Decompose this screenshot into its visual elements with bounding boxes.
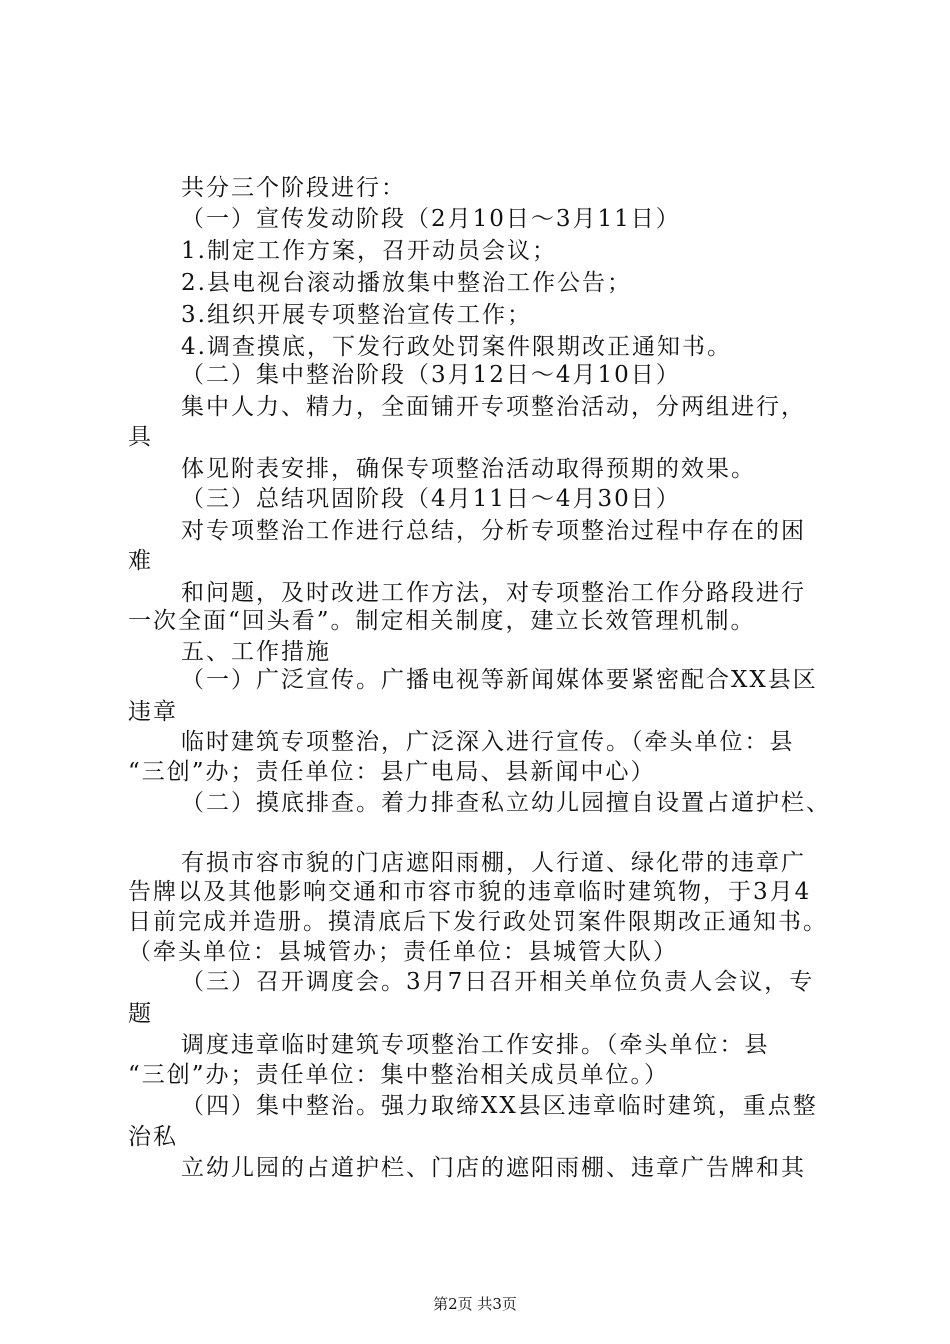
text-line: 调度违章临时建筑专项整治工作安排。（牵头单位：县 xyxy=(181,1032,770,1058)
text-line: “三创”办；责任单位：县广电局、县新闻中心） xyxy=(128,759,656,785)
page-number: 第2页 共3页 xyxy=(433,1295,517,1313)
text-line: “三创”办；责任单位：集中整治相关成员单位。） xyxy=(128,1062,670,1088)
text-line: （一）广泛宣传。广播电视等新闻媒体要紧密配合XX县区 xyxy=(181,667,818,693)
text-line: （三）召开调度会。3月7日召开相关单位负责人会议，专 xyxy=(181,969,815,995)
text-line: 共分三个阶段进行： xyxy=(181,175,406,201)
text-line: 违章 xyxy=(128,699,178,725)
text-line: 治私 xyxy=(128,1124,178,1150)
text-line: （二）摸底排查。着力排查私立幼儿园擅自设置占道护栏、 xyxy=(181,790,831,816)
text-line: （牵头单位：县城管办；责任单位：县城管大队） xyxy=(128,939,678,965)
text-line: 有损市容市貌的门店遮阳雨棚，人行道、绿化带的违章广 xyxy=(181,850,806,876)
section-heading: （二）集中整治阶段（3月12日～4月10日） xyxy=(181,362,681,388)
text-line: 一次全面“回头看”。制定相关制度，建立长效管理机制。 xyxy=(128,608,756,634)
text-line: 集中人力、精力，全面铺开专项整治活动，分两组进行， xyxy=(181,394,806,420)
text-line: 具 xyxy=(128,424,153,450)
text-line: 立幼儿园的占道护栏、门店的遮阳雨棚、违章广告牌和其 xyxy=(181,1155,806,1181)
text-line: 难 xyxy=(128,548,153,574)
list-item: 2.县电视台滚动播放集中整治工作公告； xyxy=(181,270,632,296)
text-line: 日前完成并造册。摸清底后下发行政处罚案件限期改正通知书。 xyxy=(128,909,828,935)
text-line: 和问题，及时改进工作方法，对专项整治工作分路段进行 xyxy=(181,580,806,606)
list-item: 3.组织开展专项整治宣传工作； xyxy=(181,302,532,328)
list-item: 4.调查摸底，下发行政处罚案件限期改正通知书。 xyxy=(181,334,732,360)
section-heading: （一）宣传发动阶段（2月10日～3月11日） xyxy=(181,206,681,232)
text-line: 题 xyxy=(128,1001,153,1027)
text-line: 对专项整治工作进行总结，分析专项整治过程中存在的困 xyxy=(181,518,806,544)
text-line: （四）集中整治。强力取缔XX县区违章临时建筑，重点整 xyxy=(181,1093,818,1119)
text-line: 临时建筑专项整治，广泛深入进行宣传。（牵头单位：县 xyxy=(181,729,795,755)
section-heading: （三）总结巩固阶段（4月11日～4月30日） xyxy=(181,486,681,512)
list-item: 1.制定工作方案，召开动员会议； xyxy=(181,238,557,264)
section-heading: 五、工作措施 xyxy=(181,639,331,665)
text-line: 体见附表安排，确保专项整治活动取得预期的效果。 xyxy=(181,456,756,482)
text-line: 告牌以及其他影响交通和市容市貌的违章临时建筑物，于3月4 xyxy=(128,879,812,905)
